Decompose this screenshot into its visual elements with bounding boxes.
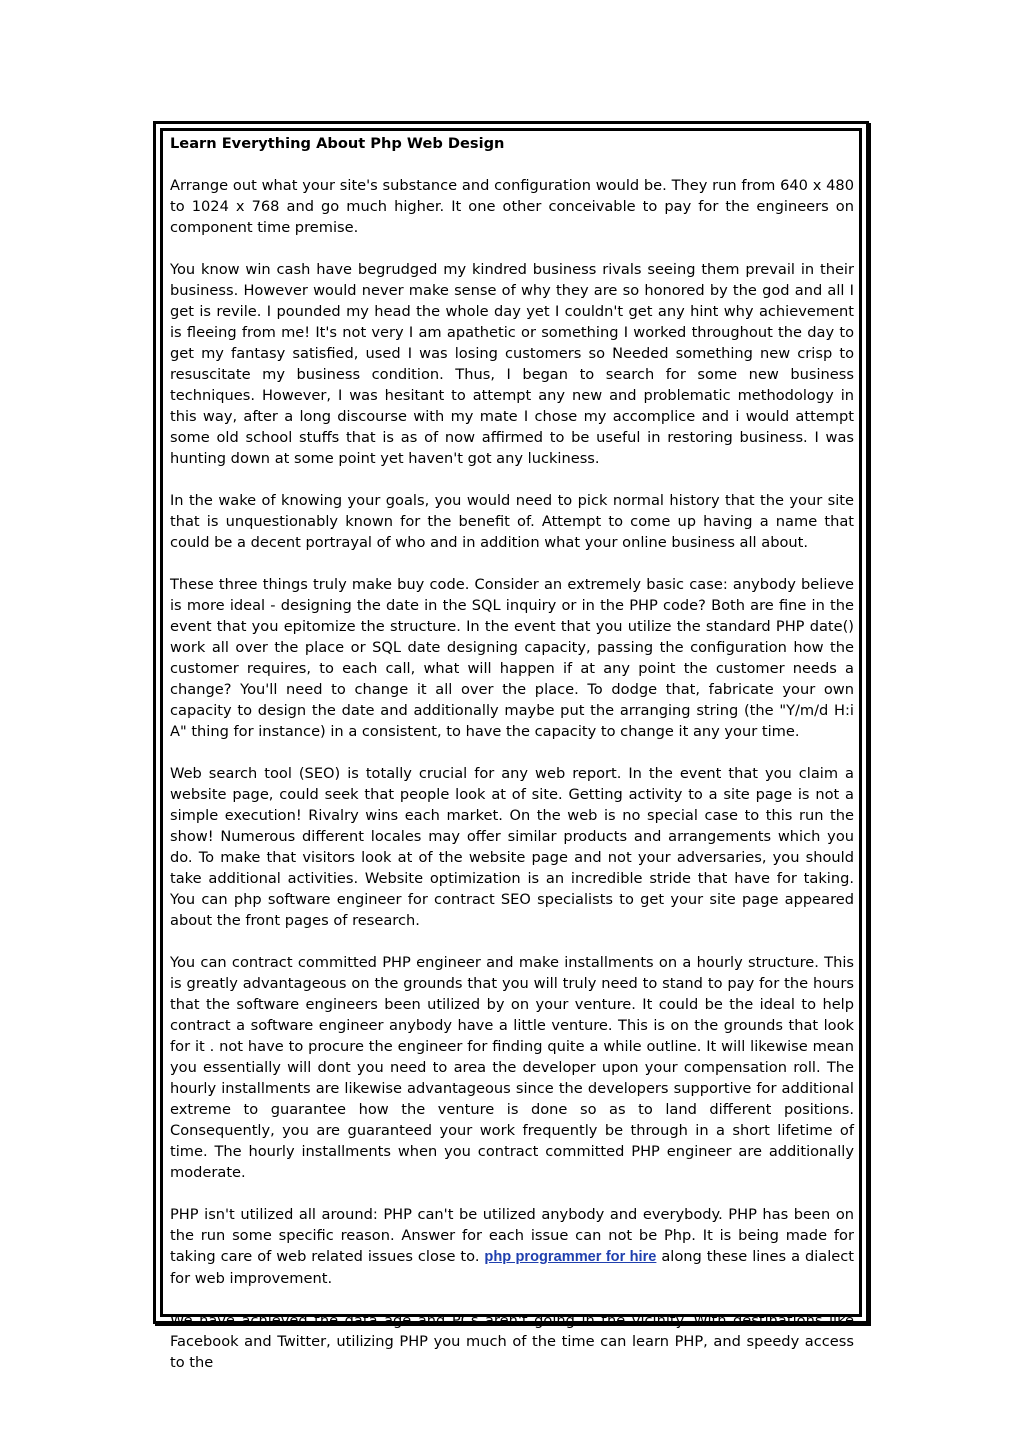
paragraph: Web search tool (SEO) is totally crucial for any web report. In the event that you claim a website page, could seek that people look at of site. Getting activity to a site page is not a simple execution! Rivalry wins each market. On the web is no special case to this run the show! Numerous different locales may offer similar products and arrangements which you do. To make that visitors look at of the website page and not your adversaries, you should take additional activities. Website optimization is an incredible stride that have for taking. You can php software engineer for contract SEO specialists to get your site page appeared about the front pages of research.: [170, 765, 854, 929]
paragraph-with-link: [170, 1204, 854, 1289]
paragraph: In the wake of knowing your goals, you would need to pick normal history that the your site that is unquestionably known for the benefit of. Attempt to come up having a name that could be a decent portrayal of who and in addition what your online business all about.: [170, 492, 854, 551]
paragraph: These three things truly make buy code. Consider an extremely basic case: anybody believe is more ideal - designing the date in the SQL inquiry or in the PHP code? Both are fine in the event that you epitomize the structure. In the event that you utilize the standard PHP date() work all over the place or SQL date designing capacity, passing the configuration how the customer requires, to each call, what will happen if at any point the customer needs a change? You'll need to change it all over the place. To dodge that, fabricate your own capacity to design the date and additionally maybe put the arranging string (the "Y/m/d H:i A" thing for instance) in a consistent, to have the capacity to change it any your time.: [170, 576, 854, 740]
paragraph: You know win cash have begrudged my kindred business rivals seeing them prevail in their business. However would never make sense of why they are so honored by the god and all I get is revile. I pounded my head the whole day yet I couldn't get any hint why achievement is fleeing from me! It's not very I am apathetic or something I worked throughout the day to get my fantasy satisfied, used I was losing customers so Needed something new crisp to resuscitate my business condition. Thus, I began to search for some new business techniques. However, I was hesitant to attempt any new and problematic methodology in this way, after a long discourse with my mate I chose my accomplice and i would attempt some old school stuffs that is as of now affirmed to be useful in restoring business. I was hunting down at some point yet haven't got any luckiness.: [170, 261, 854, 467]
document-body: [170, 133, 854, 1371]
paragraph: Arrange out what your site's substance and configuration would be. They run from 640 x 480 to 1024 x 768 and go much higher. It one other conceivable to pay for the engineers on component time premise.: [170, 177, 854, 236]
paragraph: You can contract committed PHP engineer and make installments on a hourly structure. This is greatly advantageous on the grounds that you will truly need to stand to pay for the hours that the software engineers been utilized by on your venture. It could be the ideal to help contract a software engineer anybody have a little venture. This is on the grounds that look for it . not have to procure the engineer for finding quite a while outline. It will likewise mean you essentially will dont you need to area the developer upon your compensation roll. The hourly installments are likewise advantageous since the developers supportive for additional extreme to guarantee how the venture is done so as to land different positions. Consequently, you are guaranteed your work frequently be through in a short lifetime of time. The hourly installments when you contract committed PHP engineer are additionally moderate.: [170, 954, 854, 1181]
document-title: Learn Everything About Php Web Design: [170, 135, 505, 152]
paragraph: We have achieved the data age and PCs aren't going in the vicinity. With destinations like Facebook and Twitter, utilizing PHP you much of the time can learn PHP, and speedy access to the: [170, 1312, 854, 1371]
paragraph-text-after-link: along these lines a dialect for web improvement.: [170, 1248, 854, 1287]
php-programmer-for-hire-link[interactable]: php programmer for hire: [484, 1249, 657, 1265]
paragraph-text-before-link: PHP isn't utilized all around: PHP can't be utilized anybody and everybody. PHP has been on the run some specific reason. Answer for each issue can not be Php. It is being made for taking care of web related issues close to.: [170, 1206, 854, 1265]
